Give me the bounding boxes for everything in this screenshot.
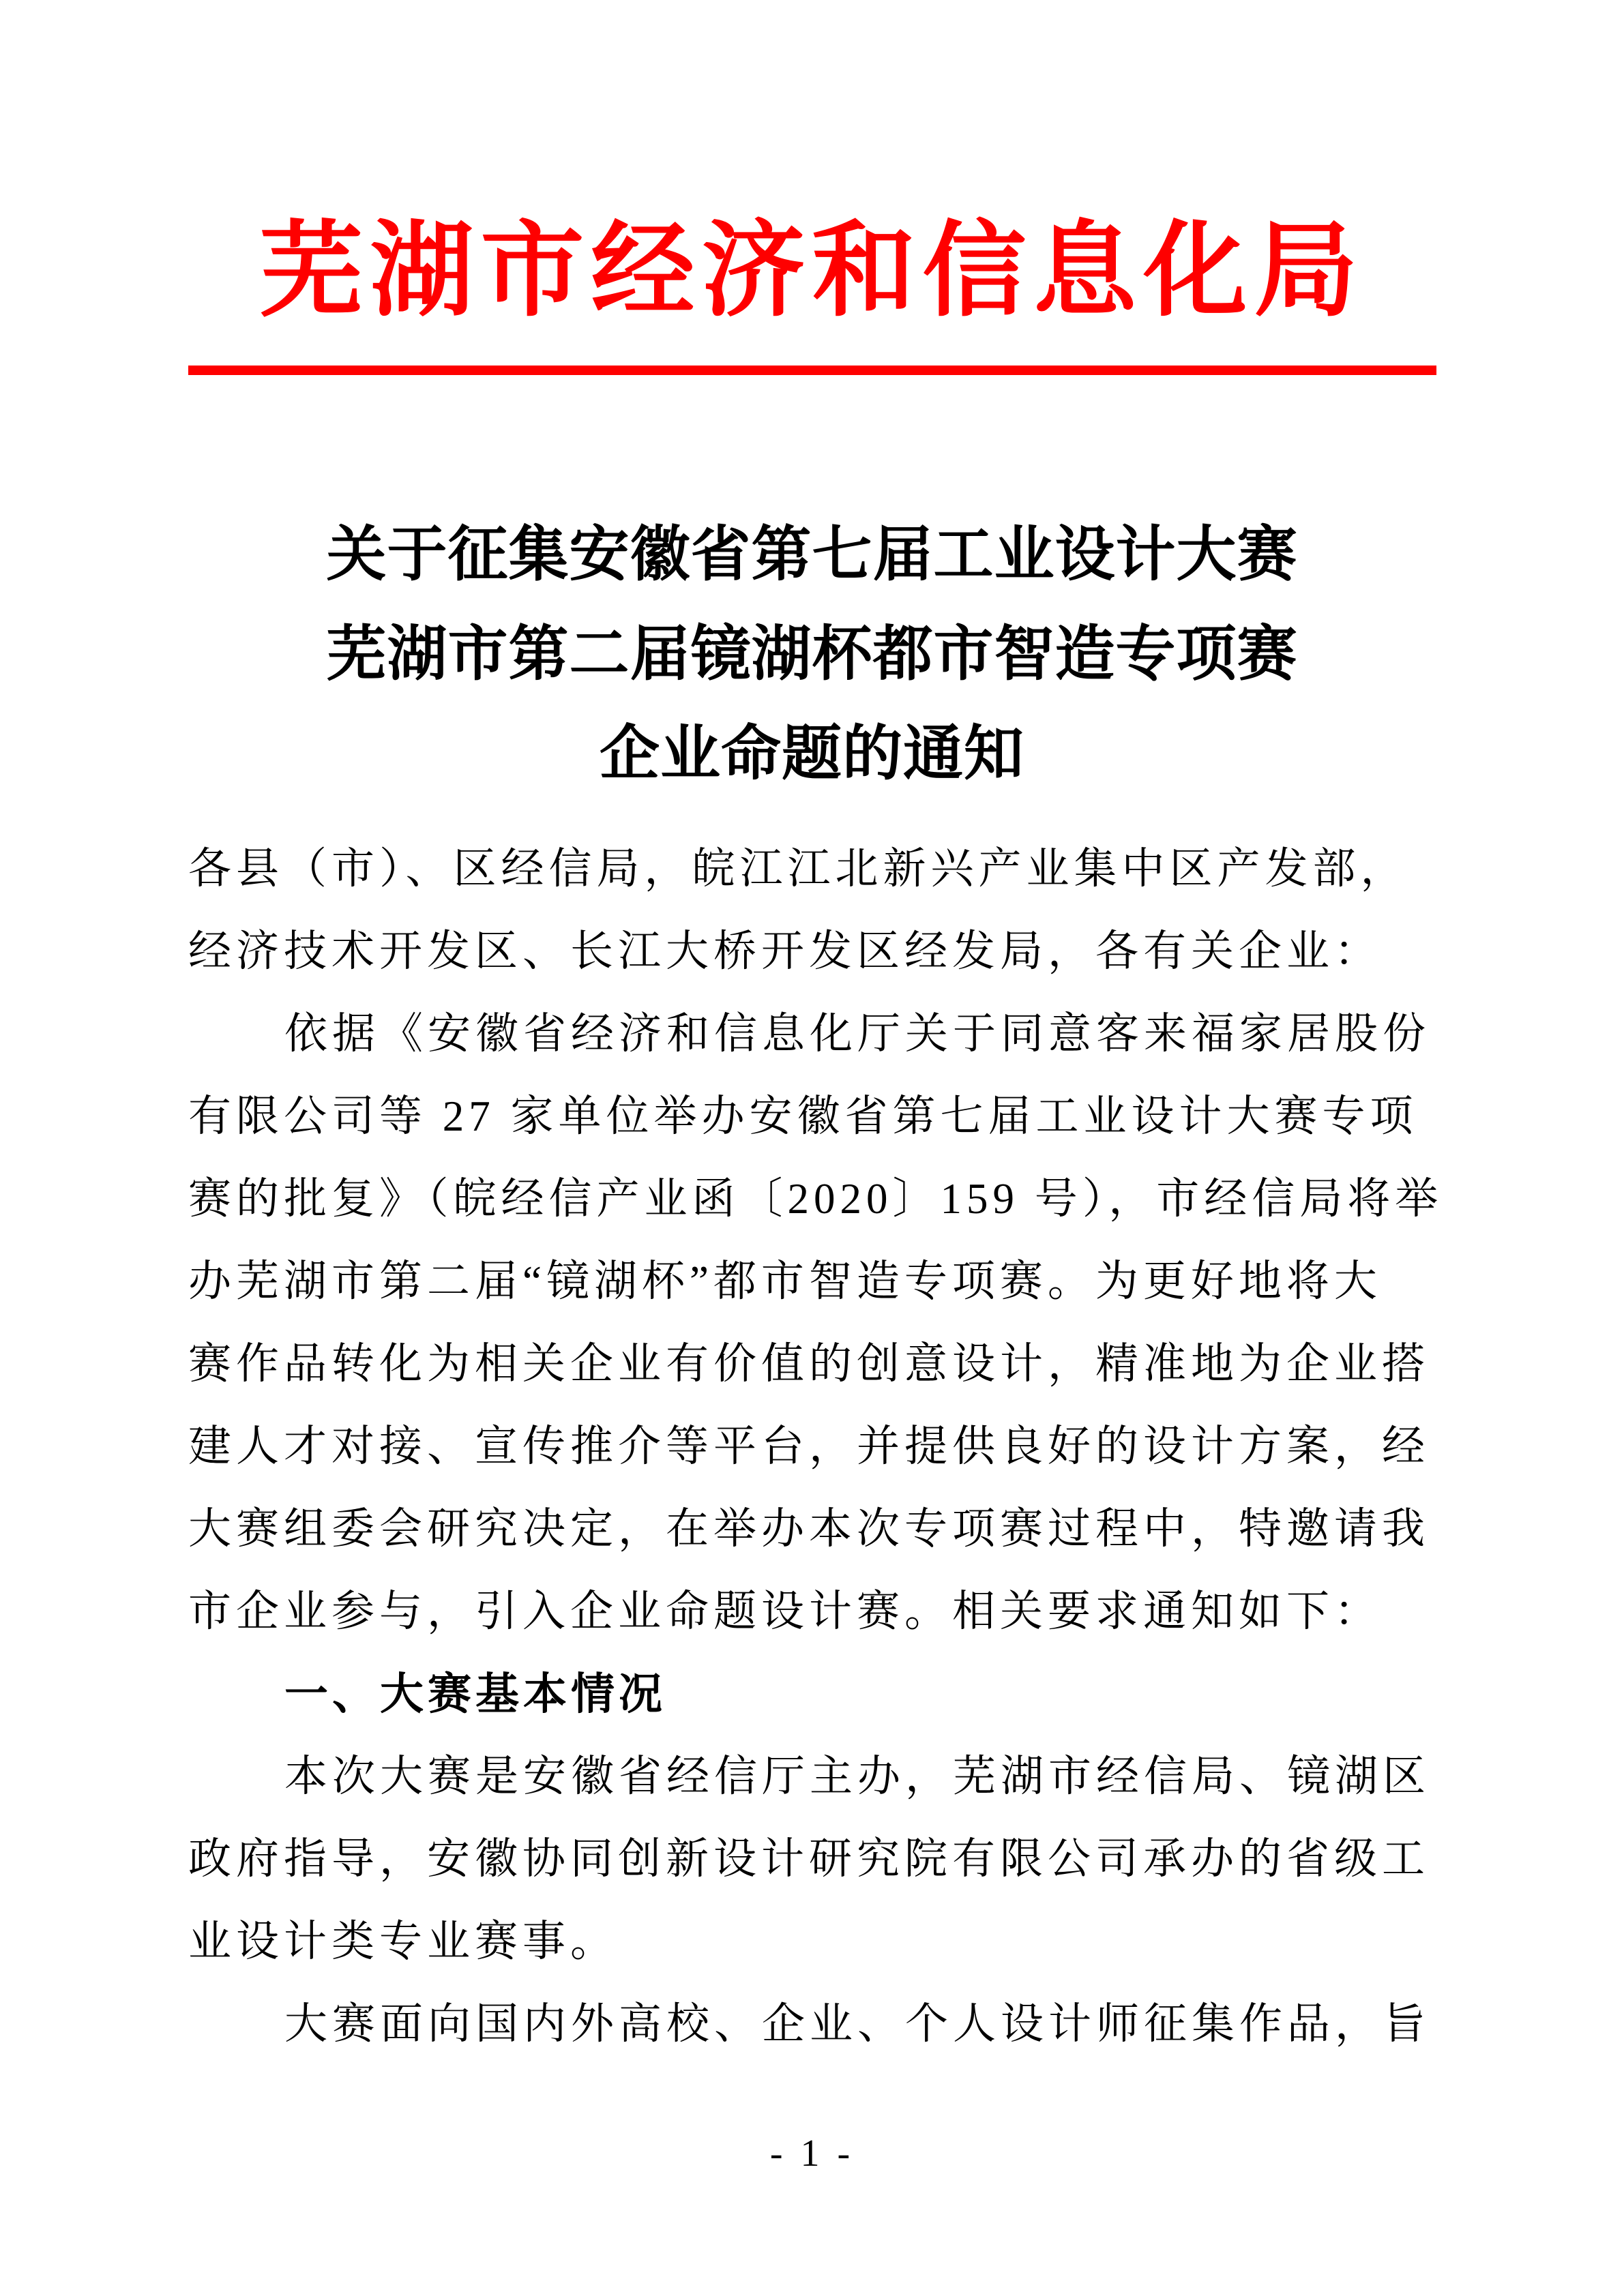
body-line: 业设计类专业赛事。	[188, 1918, 618, 1965]
document-title-line-1: 关于征集安徽省第七届工业设计大赛	[326, 522, 1298, 588]
body-line: 政府指导，安徽协同创新设计研究院有限公司承办的省级工	[188, 1835, 1430, 1883]
body-line: 市企业参与，引入企业命题设计赛。相关要求通知如下：	[188, 1587, 1382, 1635]
body-line: 建人才对接、宣传推介等平台，并提供良好的设计方案，经	[188, 1422, 1430, 1470]
body-line: 大赛面向国内外高校、企业、个人设计师征集作品，旨	[284, 2000, 1430, 2048]
document-title	[0, 506, 1624, 805]
document-title-line-3: 企业命题的通知	[599, 721, 1024, 788]
document-title-line-2: 芜湖市第二届镜湖杯都市智造专项赛	[326, 622, 1298, 688]
body-line: 办芜湖市第二届“镜湖杯”都市智造专项赛。为更好地将大	[188, 1257, 1382, 1305]
body-line: 各县（市）、区经信局，皖江江北新兴产业集中区产发部，	[188, 845, 1408, 893]
red-divider-line	[188, 366, 1436, 375]
section-heading: 一、大赛基本情况	[284, 1669, 666, 1718]
letterhead-org-name: 芜湖市经济和信息化局	[259, 214, 1365, 329]
body-line: 依据《安徽省经济和信息化厅关于同意客来福家居股份	[284, 1010, 1430, 1058]
body-line: 有限公司等 27 家单位举办安徽省第七届工业设计大赛专项	[188, 1092, 1418, 1140]
body-line: 赛作品转化为相关企业有价值的创意设计，精准地为企业搭	[188, 1340, 1430, 1388]
page-number: - 1 -	[769, 2132, 855, 2175]
body-line: 经济技术开发区、长江大桥开发区经发局，各有关企业：	[188, 927, 1382, 975]
document-body	[188, 828, 1443, 2066]
body-line: 本次大赛是安徽省经信厅主办，芜湖市经信局、镜湖区	[284, 1753, 1430, 1800]
body-line: 大赛组委会研究决定，在举办本次专项赛过程中，特邀请我	[188, 1505, 1430, 1553]
body-line: 赛的批复》（皖经信产业函〔2020〕159 号），市经信局将举	[188, 1175, 1443, 1223]
